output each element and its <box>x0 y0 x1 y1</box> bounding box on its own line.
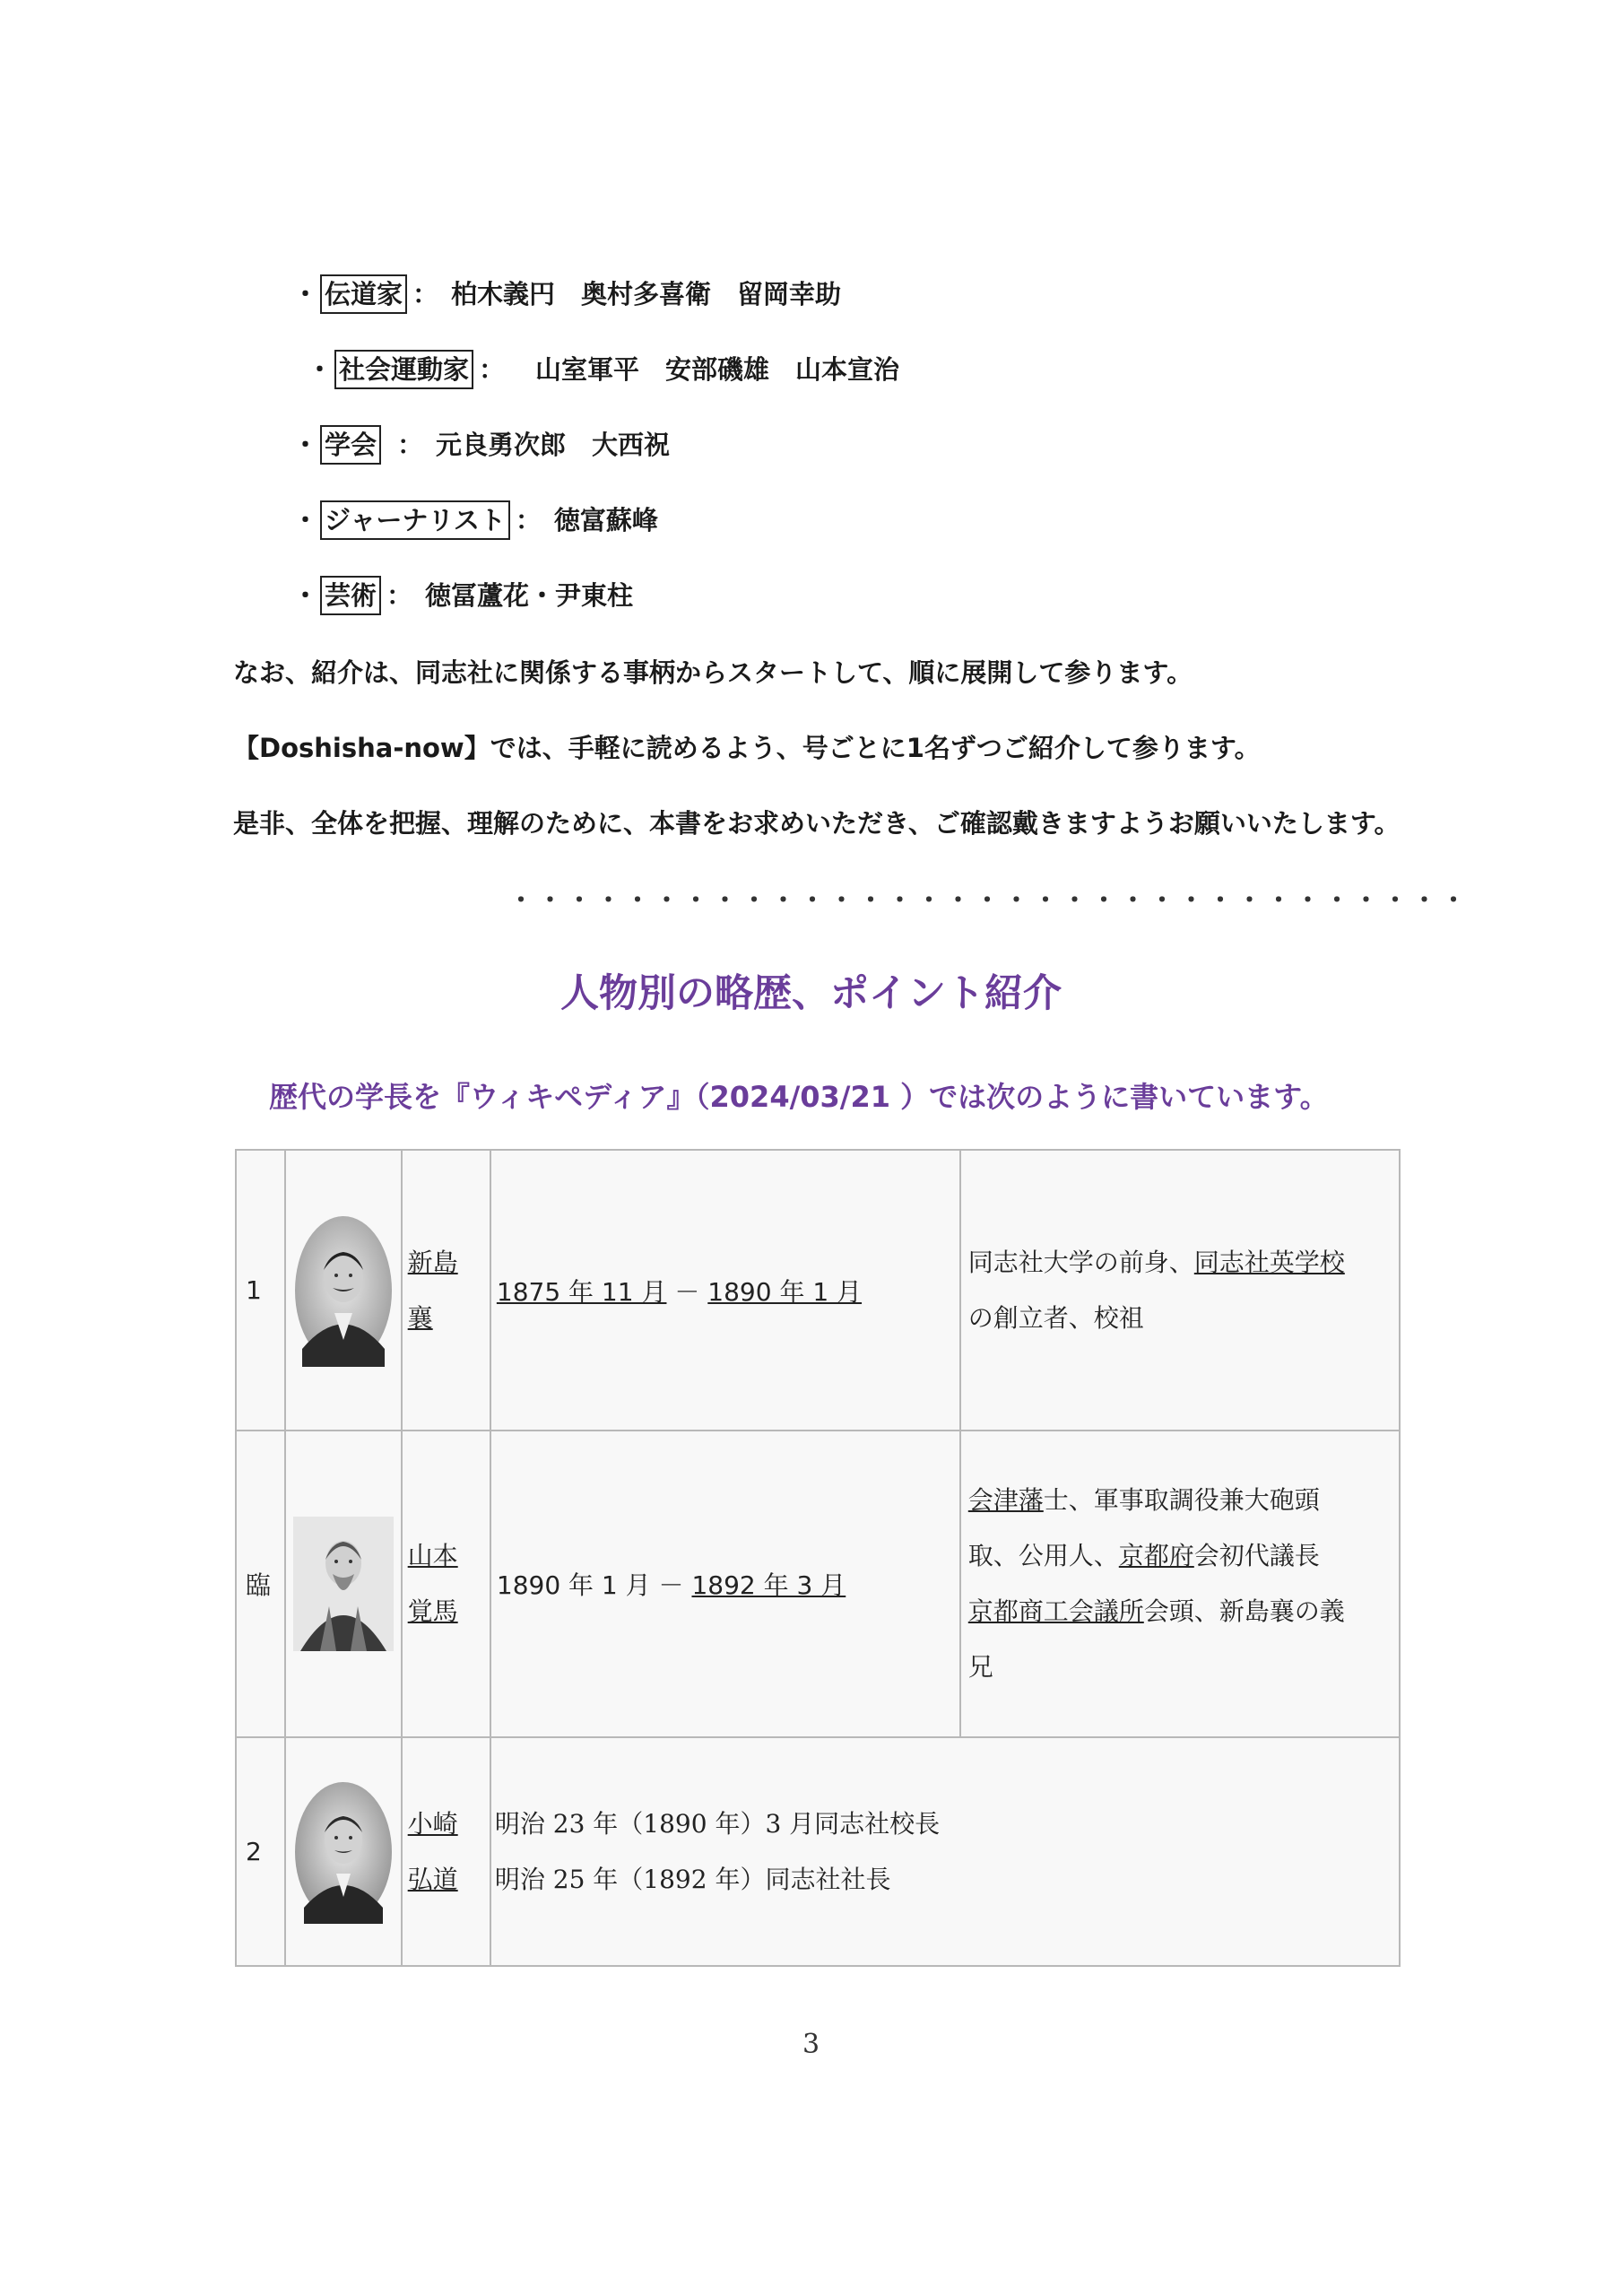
bullet: ・ <box>292 430 319 460</box>
category-label: 社会運動家 <box>334 350 473 389</box>
note-text: 会初代議長 <box>1193 1541 1320 1570</box>
note-link[interactable]: 会津藩 <box>967 1485 1044 1515</box>
category-names: 柏木義円 奥村多喜衛 留岡幸助 <box>451 279 842 309</box>
term-dash: － <box>650 1570 684 1600</box>
term-start-link[interactable]: 1875 年 11 月 <box>496 1276 667 1307</box>
portrait-kozaki-image <box>293 1780 394 1924</box>
portrait-cell <box>285 1431 402 1737</box>
term-start: 1890 年 1 月 <box>496 1570 651 1600</box>
separator: ： <box>397 430 424 460</box>
term-end-link[interactable]: 1890 年 1 月 <box>707 1276 863 1307</box>
page-number: 3 <box>802 2029 820 2060</box>
note-link[interactable]: 同志社英学校 <box>1193 1247 1345 1277</box>
category-names: 徳冨蘆花・尹東柱 <box>425 580 634 611</box>
term-dash: － <box>666 1276 700 1307</box>
category-names: 徳富蘇峰 <box>553 505 658 535</box>
separator: ： <box>515 505 542 535</box>
row-number: 1 <box>236 1150 285 1431</box>
name-line[interactable]: 襄 <box>407 1302 433 1333</box>
paragraph-3: 是非、全体を把握、理解のために、本書をお求めいただき、ご確認戴きますようお願いいたします。 <box>233 808 1401 839</box>
name-line[interactable]: 山本 <box>407 1541 458 1570</box>
category-line-1 <box>292 274 841 314</box>
note-link[interactable]: 京都商工会議所 <box>967 1596 1144 1626</box>
presidents-table <box>235 1149 1401 1967</box>
paragraph-2: 【Doshisha-now】では、手軽に読めるよう、号ごとに1名ずつご紹介して参ります。 <box>233 733 1261 763</box>
table-row <box>236 1431 1400 1737</box>
bullet: ・ <box>292 580 319 611</box>
president-name[interactable] <box>402 1737 490 1966</box>
category-line-4 <box>292 500 658 540</box>
name-line[interactable]: 弘道 <box>407 1864 458 1894</box>
portrait-cell <box>285 1737 402 1966</box>
separator: ： <box>412 279 439 309</box>
note-cell <box>960 1431 1400 1737</box>
divider-dots: ・・・・・・・・・・・・・・・・・・・・・・・・・・・・・・・・・ <box>508 885 1470 915</box>
separator: ： <box>386 580 413 611</box>
section-heading: 人物別の略歴、ポイント紹介 <box>560 971 1062 1016</box>
note-cell <box>960 1150 1400 1431</box>
president-name[interactable] <box>402 1431 490 1737</box>
category-names: 山室軍平 安部磯雄 山本宣治 <box>535 354 900 385</box>
note-text: 士、軍事取調役兼大砲頭 <box>1043 1485 1320 1515</box>
name-line[interactable]: 新島 <box>407 1247 458 1277</box>
note-text: の創立者、校祖 <box>967 1302 1144 1333</box>
detail-line: 明治 23 年（1890 年）3 月同志社校長 <box>494 1808 941 1839</box>
row-number: 臨 <box>236 1431 285 1737</box>
paragraph-1: なお、紹介は、同志社に関係する事柄からスタートして、順に展開して参ります。 <box>233 657 1193 688</box>
term-end-link[interactable]: 1892 年 3 月 <box>691 1570 846 1600</box>
bullet: ・ <box>292 279 319 309</box>
category-label: ジャーナリスト <box>320 500 510 540</box>
detail-cell <box>490 1737 1400 1966</box>
portrait-yamamoto-image <box>293 1517 394 1651</box>
category-names: 元良勇次郎 大西祝 <box>436 430 671 460</box>
section-subheading: 歴代の学長を『ウィキペディア』（2024/03/21 ）では次のように書いています。 <box>269 1080 1329 1114</box>
category-line-5 <box>292 576 633 615</box>
name-line[interactable]: 小崎 <box>407 1808 458 1839</box>
category-label: 伝道家 <box>320 274 407 314</box>
president-name[interactable] <box>402 1150 490 1431</box>
table-row <box>236 1737 1400 1966</box>
note-text: 取、公用人、 <box>967 1541 1119 1570</box>
portrait-cell <box>285 1150 402 1431</box>
detail-line: 明治 25 年（1892 年）同志社社長 <box>494 1864 891 1894</box>
row-number: 2 <box>236 1737 285 1966</box>
bullet: ・ <box>292 505 319 535</box>
bullet: ・ <box>307 354 334 385</box>
name-line[interactable]: 覚馬 <box>407 1596 458 1626</box>
category-line-3 <box>292 425 670 465</box>
table-row <box>236 1150 1400 1431</box>
note-link[interactable]: 京都府 <box>1118 1541 1194 1570</box>
category-line-2 <box>307 350 899 389</box>
portrait-niijima-image <box>293 1214 394 1367</box>
separator: ： <box>479 354 506 385</box>
note-text: 会頭、新島襄の義 <box>1143 1596 1345 1626</box>
term-cell <box>490 1150 960 1431</box>
note-text: 同志社大学の前身、 <box>967 1247 1194 1277</box>
term-cell <box>490 1431 960 1737</box>
note-text: 兄 <box>967 1652 993 1682</box>
category-label: 芸術 <box>320 576 381 615</box>
category-label: 学会 <box>320 425 381 465</box>
